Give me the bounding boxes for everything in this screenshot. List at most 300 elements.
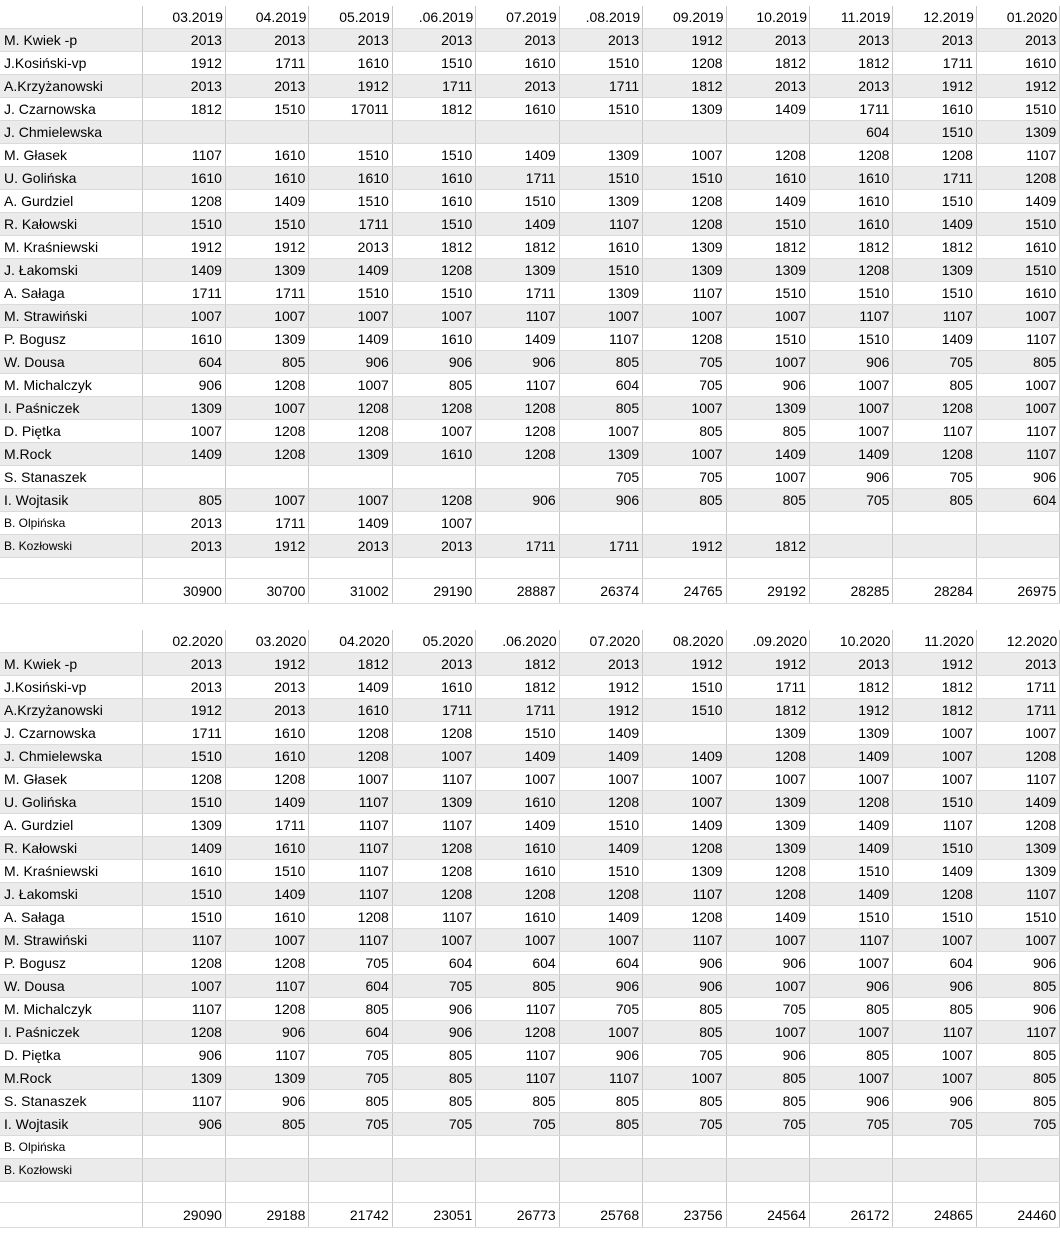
value-cell[interactable]: 1007 bbox=[392, 512, 475, 535]
value-cell[interactable] bbox=[810, 535, 893, 558]
employee-name-cell[interactable]: B. Kozłowski bbox=[0, 535, 142, 558]
value-cell[interactable]: 1107 bbox=[392, 814, 475, 837]
value-cell[interactable]: 1610 bbox=[893, 98, 976, 121]
value-cell[interactable]: 1409 bbox=[559, 745, 642, 768]
value-cell[interactable]: 705 bbox=[893, 351, 976, 374]
employee-name-cell[interactable]: J. Łakomski bbox=[0, 259, 142, 282]
value-cell[interactable] bbox=[225, 466, 308, 489]
month-header-cell[interactable]: .06.2020 bbox=[476, 630, 559, 653]
value-cell[interactable]: 1309 bbox=[142, 397, 225, 420]
value-cell[interactable]: 705 bbox=[309, 1067, 392, 1090]
value-cell[interactable]: 604 bbox=[309, 1021, 392, 1044]
value-cell[interactable]: 1007 bbox=[309, 768, 392, 791]
value-cell[interactable]: 1208 bbox=[225, 374, 308, 397]
value-cell[interactable]: 1409 bbox=[476, 814, 559, 837]
value-cell[interactable]: 1711 bbox=[976, 699, 1059, 722]
empty-cell[interactable] bbox=[559, 558, 642, 579]
value-cell[interactable]: 1309 bbox=[142, 1067, 225, 1090]
value-cell[interactable]: 1409 bbox=[976, 791, 1059, 814]
value-cell[interactable]: 1007 bbox=[142, 975, 225, 998]
value-cell[interactable] bbox=[559, 1136, 642, 1159]
value-cell[interactable]: 906 bbox=[810, 1090, 893, 1113]
value-cell[interactable]: 1208 bbox=[392, 722, 475, 745]
value-cell[interactable]: 1208 bbox=[559, 883, 642, 906]
value-cell[interactable] bbox=[392, 1136, 475, 1159]
value-cell[interactable]: 1208 bbox=[643, 52, 726, 75]
value-cell[interactable]: 705 bbox=[643, 1113, 726, 1136]
value-cell[interactable]: 1510 bbox=[726, 328, 809, 351]
value-cell[interactable]: 1510 bbox=[810, 906, 893, 929]
employee-name-cell[interactable]: I. Paśniczek bbox=[0, 397, 142, 420]
empty-cell[interactable] bbox=[142, 1182, 225, 1203]
value-cell[interactable]: 2013 bbox=[225, 75, 308, 98]
value-cell[interactable] bbox=[893, 512, 976, 535]
value-cell[interactable]: 805 bbox=[893, 998, 976, 1021]
value-cell[interactable]: 1409 bbox=[476, 328, 559, 351]
value-cell[interactable]: 1107 bbox=[976, 1021, 1059, 1044]
value-cell[interactable]: 1409 bbox=[309, 259, 392, 282]
value-cell[interactable]: 1510 bbox=[976, 213, 1059, 236]
value-cell[interactable]: 1309 bbox=[810, 722, 893, 745]
value-cell[interactable]: 805 bbox=[309, 998, 392, 1021]
value-cell[interactable]: 1510 bbox=[643, 699, 726, 722]
value-cell[interactable]: 604 bbox=[810, 121, 893, 144]
value-cell[interactable]: 1610 bbox=[976, 236, 1059, 259]
value-cell[interactable]: 1711 bbox=[726, 676, 809, 699]
employee-name-cell[interactable]: M. Strawiński bbox=[0, 929, 142, 952]
value-cell[interactable]: 1409 bbox=[142, 259, 225, 282]
value-cell[interactable]: 1107 bbox=[893, 1021, 976, 1044]
value-cell[interactable]: 1007 bbox=[893, 768, 976, 791]
month-header-cell[interactable]: 08.2020 bbox=[643, 630, 726, 653]
value-cell[interactable] bbox=[559, 1159, 642, 1182]
value-cell[interactable]: 1409 bbox=[810, 883, 893, 906]
value-cell[interactable] bbox=[142, 1136, 225, 1159]
value-cell[interactable]: 1510 bbox=[976, 259, 1059, 282]
value-cell[interactable]: 1711 bbox=[225, 814, 308, 837]
value-cell[interactable]: 1812 bbox=[392, 236, 475, 259]
month-header-cell[interactable]: .06.2019 bbox=[392, 6, 475, 29]
value-cell[interactable]: 1007 bbox=[726, 1021, 809, 1044]
value-cell[interactable]: 1208 bbox=[893, 883, 976, 906]
value-cell[interactable]: 1309 bbox=[976, 837, 1059, 860]
employee-name-cell[interactable]: A.Krzyżanowski bbox=[0, 75, 142, 98]
value-cell[interactable]: 1107 bbox=[309, 929, 392, 952]
value-cell[interactable]: 1510 bbox=[559, 167, 642, 190]
value-cell[interactable]: 2013 bbox=[309, 236, 392, 259]
value-cell[interactable]: 1007 bbox=[726, 305, 809, 328]
value-cell[interactable]: 1208 bbox=[225, 952, 308, 975]
value-cell[interactable]: 1912 bbox=[893, 75, 976, 98]
value-cell[interactable]: 1309 bbox=[726, 397, 809, 420]
value-cell[interactable]: 2013 bbox=[893, 29, 976, 52]
employee-name-cell[interactable]: S. Stanaszek bbox=[0, 466, 142, 489]
total-cell[interactable]: 28887 bbox=[476, 579, 559, 604]
value-cell[interactable]: 2013 bbox=[142, 512, 225, 535]
value-cell[interactable] bbox=[726, 1159, 809, 1182]
value-cell[interactable]: 604 bbox=[309, 975, 392, 998]
value-cell[interactable]: 1208 bbox=[392, 259, 475, 282]
value-cell[interactable]: 1510 bbox=[392, 144, 475, 167]
value-cell[interactable] bbox=[476, 121, 559, 144]
value-cell[interactable]: 1309 bbox=[726, 814, 809, 837]
value-cell[interactable] bbox=[142, 1159, 225, 1182]
employee-name-cell[interactable]: J. Chmielewska bbox=[0, 745, 142, 768]
value-cell[interactable]: 1711 bbox=[142, 722, 225, 745]
value-cell[interactable]: 1107 bbox=[643, 282, 726, 305]
value-cell[interactable]: 1208 bbox=[392, 489, 475, 512]
value-cell[interactable]: 1510 bbox=[643, 676, 726, 699]
value-cell[interactable]: 1107 bbox=[976, 328, 1059, 351]
value-cell[interactable]: 1610 bbox=[225, 167, 308, 190]
employee-name-cell[interactable]: W. Dousa bbox=[0, 351, 142, 374]
value-cell[interactable]: 1208 bbox=[225, 443, 308, 466]
value-cell[interactable]: 1107 bbox=[225, 975, 308, 998]
value-cell[interactable]: 1409 bbox=[810, 837, 893, 860]
value-cell[interactable]: 906 bbox=[309, 351, 392, 374]
value-cell[interactable]: 1912 bbox=[726, 653, 809, 676]
value-cell[interactable]: 1610 bbox=[392, 328, 475, 351]
value-cell[interactable]: 1208 bbox=[392, 883, 475, 906]
employee-name-cell[interactable]: R. Kałowski bbox=[0, 213, 142, 236]
employee-name-cell[interactable]: M. Kraśniewski bbox=[0, 860, 142, 883]
value-cell[interactable]: 1107 bbox=[142, 998, 225, 1021]
total-cell[interactable]: 23051 bbox=[392, 1203, 475, 1228]
value-cell[interactable]: 1309 bbox=[392, 791, 475, 814]
value-cell[interactable]: 1208 bbox=[810, 259, 893, 282]
value-cell[interactable]: 1409 bbox=[810, 443, 893, 466]
value-cell[interactable]: 1208 bbox=[392, 397, 475, 420]
value-cell[interactable]: 1007 bbox=[142, 305, 225, 328]
value-cell[interactable]: 1007 bbox=[309, 305, 392, 328]
value-cell[interactable]: 805 bbox=[810, 998, 893, 1021]
month-header-cell[interactable]: 04.2019 bbox=[225, 6, 308, 29]
value-cell[interactable]: 805 bbox=[726, 1067, 809, 1090]
value-cell[interactable]: 1107 bbox=[976, 144, 1059, 167]
value-cell[interactable]: 1409 bbox=[810, 745, 893, 768]
value-cell[interactable]: 906 bbox=[893, 975, 976, 998]
value-cell[interactable]: 1711 bbox=[559, 535, 642, 558]
total-cell[interactable]: 24564 bbox=[726, 1203, 809, 1228]
value-cell[interactable]: 705 bbox=[643, 1044, 726, 1067]
value-cell[interactable] bbox=[476, 466, 559, 489]
value-cell[interactable]: 2013 bbox=[810, 75, 893, 98]
value-cell[interactable]: 906 bbox=[392, 1021, 475, 1044]
empty-cell[interactable] bbox=[225, 1182, 308, 1203]
value-cell[interactable]: 1208 bbox=[643, 837, 726, 860]
value-cell[interactable]: 1409 bbox=[559, 906, 642, 929]
value-cell[interactable]: 1208 bbox=[893, 397, 976, 420]
value-cell[interactable]: 1610 bbox=[309, 699, 392, 722]
value-cell[interactable]: 1409 bbox=[726, 190, 809, 213]
value-cell[interactable]: 705 bbox=[643, 466, 726, 489]
value-cell[interactable]: 2013 bbox=[142, 29, 225, 52]
value-cell[interactable]: 2013 bbox=[726, 29, 809, 52]
value-cell[interactable]: 1107 bbox=[309, 883, 392, 906]
value-cell[interactable]: 1208 bbox=[142, 768, 225, 791]
value-cell[interactable]: 1812 bbox=[392, 98, 475, 121]
value-cell[interactable]: 1107 bbox=[893, 420, 976, 443]
employee-name-cell[interactable]: U. Golińska bbox=[0, 791, 142, 814]
value-cell[interactable]: 1510 bbox=[309, 190, 392, 213]
value-cell[interactable]: 1812 bbox=[142, 98, 225, 121]
value-cell[interactable]: 1711 bbox=[225, 512, 308, 535]
value-cell[interactable]: 1107 bbox=[976, 443, 1059, 466]
value-cell[interactable]: 1510 bbox=[976, 906, 1059, 929]
value-cell[interactable]: 2013 bbox=[309, 535, 392, 558]
value-cell[interactable]: 705 bbox=[643, 351, 726, 374]
value-cell[interactable]: 805 bbox=[976, 975, 1059, 998]
empty-cell[interactable] bbox=[309, 1182, 392, 1203]
employee-name-cell[interactable]: A.Krzyżanowski bbox=[0, 699, 142, 722]
value-cell[interactable]: 1208 bbox=[643, 906, 726, 929]
value-cell[interactable]: 1007 bbox=[643, 768, 726, 791]
employee-name-cell[interactable]: M. Głasek bbox=[0, 768, 142, 791]
value-cell[interactable] bbox=[392, 466, 475, 489]
value-cell[interactable]: 705 bbox=[726, 998, 809, 1021]
value-cell[interactable]: 906 bbox=[643, 952, 726, 975]
empty-cell[interactable] bbox=[976, 558, 1059, 579]
value-cell[interactable] bbox=[392, 1159, 475, 1182]
value-cell[interactable]: 1409 bbox=[309, 676, 392, 699]
month-header-cell[interactable]: 04.2020 bbox=[309, 630, 392, 653]
value-cell[interactable]: 1610 bbox=[476, 860, 559, 883]
total-cell[interactable]: 31002 bbox=[309, 579, 392, 604]
month-header-cell[interactable]: 01.2020 bbox=[976, 6, 1059, 29]
empty-cell[interactable] bbox=[643, 558, 726, 579]
value-cell[interactable]: 1208 bbox=[142, 1021, 225, 1044]
value-cell[interactable]: 1208 bbox=[476, 1021, 559, 1044]
employee-name-cell[interactable]: M. Strawiński bbox=[0, 305, 142, 328]
value-cell[interactable]: 1912 bbox=[893, 653, 976, 676]
value-cell[interactable]: 805 bbox=[392, 1067, 475, 1090]
value-cell[interactable]: 1510 bbox=[309, 144, 392, 167]
value-cell[interactable]: 1510 bbox=[643, 167, 726, 190]
employee-name-cell[interactable]: M. Kwiek -p bbox=[0, 29, 142, 52]
value-cell[interactable]: 1711 bbox=[976, 676, 1059, 699]
value-cell[interactable]: 1610 bbox=[476, 837, 559, 860]
value-cell[interactable]: 1208 bbox=[643, 213, 726, 236]
value-cell[interactable]: 1007 bbox=[976, 397, 1059, 420]
value-cell[interactable]: 1007 bbox=[810, 952, 893, 975]
value-cell[interactable]: 1610 bbox=[976, 52, 1059, 75]
value-cell[interactable]: 1510 bbox=[142, 213, 225, 236]
employee-name-cell[interactable]: D. Piętka bbox=[0, 420, 142, 443]
value-cell[interactable]: 705 bbox=[476, 1113, 559, 1136]
value-cell[interactable] bbox=[976, 1136, 1059, 1159]
value-cell[interactable]: 1409 bbox=[225, 883, 308, 906]
value-cell[interactable]: 705 bbox=[309, 1044, 392, 1067]
value-cell[interactable]: 1912 bbox=[142, 236, 225, 259]
total-cell[interactable]: 29190 bbox=[392, 579, 475, 604]
value-cell[interactable]: 1510 bbox=[893, 282, 976, 305]
value-cell[interactable]: 705 bbox=[643, 374, 726, 397]
value-cell[interactable]: 1007 bbox=[726, 351, 809, 374]
value-cell[interactable]: 1309 bbox=[225, 328, 308, 351]
value-cell[interactable]: 1208 bbox=[726, 745, 809, 768]
value-cell[interactable]: 906 bbox=[142, 374, 225, 397]
value-cell[interactable]: 1107 bbox=[476, 374, 559, 397]
value-cell[interactable]: 705 bbox=[559, 466, 642, 489]
total-cell[interactable]: 26374 bbox=[559, 579, 642, 604]
value-cell[interactable]: 1409 bbox=[643, 745, 726, 768]
employee-name-cell[interactable]: S. Stanaszek bbox=[0, 1090, 142, 1113]
value-cell[interactable]: 1007 bbox=[893, 929, 976, 952]
value-cell[interactable]: 1812 bbox=[309, 653, 392, 676]
value-cell[interactable]: 1208 bbox=[142, 190, 225, 213]
value-cell[interactable]: 1107 bbox=[476, 305, 559, 328]
value-cell[interactable] bbox=[643, 1136, 726, 1159]
value-cell[interactable]: 1610 bbox=[476, 906, 559, 929]
value-cell[interactable]: 1309 bbox=[559, 144, 642, 167]
value-cell[interactable]: 1107 bbox=[309, 837, 392, 860]
value-cell[interactable]: 805 bbox=[643, 998, 726, 1021]
value-cell[interactable]: 1812 bbox=[893, 236, 976, 259]
total-cell[interactable]: 26975 bbox=[976, 579, 1059, 604]
value-cell[interactable]: 1409 bbox=[893, 213, 976, 236]
value-cell[interactable]: 1711 bbox=[559, 75, 642, 98]
value-cell[interactable] bbox=[726, 121, 809, 144]
value-cell[interactable]: 705 bbox=[810, 489, 893, 512]
value-cell[interactable]: 906 bbox=[476, 489, 559, 512]
value-cell[interactable]: 1107 bbox=[142, 144, 225, 167]
value-cell[interactable] bbox=[476, 512, 559, 535]
value-cell[interactable]: 1912 bbox=[225, 236, 308, 259]
employee-name-cell[interactable]: B. Kozłowski bbox=[0, 1159, 142, 1182]
value-cell[interactable]: 1812 bbox=[893, 676, 976, 699]
value-cell[interactable]: 1409 bbox=[142, 443, 225, 466]
value-cell[interactable]: 1912 bbox=[142, 52, 225, 75]
value-cell[interactable]: 1309 bbox=[643, 98, 726, 121]
value-cell[interactable] bbox=[810, 512, 893, 535]
value-cell[interactable]: 1107 bbox=[810, 929, 893, 952]
value-cell[interactable]: 1510 bbox=[976, 98, 1059, 121]
value-cell[interactable]: 805 bbox=[726, 420, 809, 443]
value-cell[interactable]: 1007 bbox=[225, 305, 308, 328]
value-cell[interactable]: 1610 bbox=[392, 167, 475, 190]
value-cell[interactable]: 805 bbox=[392, 1090, 475, 1113]
value-cell[interactable] bbox=[810, 1159, 893, 1182]
value-cell[interactable]: 1510 bbox=[893, 190, 976, 213]
value-cell[interactable]: 1409 bbox=[559, 722, 642, 745]
value-cell[interactable]: 805 bbox=[392, 1044, 475, 1067]
value-cell[interactable]: 1812 bbox=[476, 236, 559, 259]
employee-name-cell[interactable]: J. Chmielewska bbox=[0, 121, 142, 144]
empty-cell[interactable] bbox=[476, 558, 559, 579]
value-cell[interactable]: 1912 bbox=[643, 653, 726, 676]
empty-cell[interactable] bbox=[0, 558, 142, 579]
value-cell[interactable]: 2013 bbox=[142, 653, 225, 676]
value-cell[interactable]: 1107 bbox=[810, 305, 893, 328]
value-cell[interactable]: 1107 bbox=[476, 998, 559, 1021]
value-cell[interactable]: 805 bbox=[893, 374, 976, 397]
value-cell[interactable]: 2013 bbox=[476, 75, 559, 98]
value-cell[interactable]: 1711 bbox=[225, 52, 308, 75]
value-cell[interactable] bbox=[476, 1159, 559, 1182]
employee-name-cell[interactable]: P. Bogusz bbox=[0, 952, 142, 975]
value-cell[interactable]: 1007 bbox=[810, 397, 893, 420]
value-cell[interactable]: 1208 bbox=[893, 144, 976, 167]
employee-name-cell[interactable]: A. Sałaga bbox=[0, 906, 142, 929]
value-cell[interactable]: 1510 bbox=[893, 791, 976, 814]
value-cell[interactable]: 1812 bbox=[810, 52, 893, 75]
value-cell[interactable]: 906 bbox=[225, 1090, 308, 1113]
employee-name-cell[interactable]: R. Kałowski bbox=[0, 837, 142, 860]
value-cell[interactable]: 805 bbox=[643, 1090, 726, 1113]
value-cell[interactable]: 1510 bbox=[392, 213, 475, 236]
value-cell[interactable]: 1510 bbox=[225, 860, 308, 883]
value-cell[interactable]: 705 bbox=[309, 1113, 392, 1136]
total-cell[interactable]: 29188 bbox=[225, 1203, 308, 1228]
value-cell[interactable]: 1409 bbox=[810, 814, 893, 837]
value-cell[interactable]: 1007 bbox=[559, 768, 642, 791]
value-cell[interactable]: 1912 bbox=[559, 699, 642, 722]
value-cell[interactable]: 1912 bbox=[643, 29, 726, 52]
total-cell[interactable]: 25768 bbox=[559, 1203, 642, 1228]
value-cell[interactable]: 1007 bbox=[309, 489, 392, 512]
month-header-cell[interactable]: 05.2019 bbox=[309, 6, 392, 29]
value-cell[interactable]: 906 bbox=[476, 351, 559, 374]
value-cell[interactable]: 1309 bbox=[976, 860, 1059, 883]
value-cell[interactable]: 1007 bbox=[476, 768, 559, 791]
value-cell[interactable]: 1912 bbox=[309, 75, 392, 98]
value-cell[interactable]: 906 bbox=[643, 975, 726, 998]
value-cell[interactable]: 1007 bbox=[476, 929, 559, 952]
value-cell[interactable]: 805 bbox=[810, 1044, 893, 1067]
value-cell[interactable]: 1610 bbox=[559, 236, 642, 259]
value-cell[interactable]: 1007 bbox=[559, 929, 642, 952]
value-cell[interactable]: 1510 bbox=[142, 745, 225, 768]
value-cell[interactable]: 1711 bbox=[893, 52, 976, 75]
value-cell[interactable]: 805 bbox=[309, 1090, 392, 1113]
value-cell[interactable]: 1107 bbox=[309, 814, 392, 837]
total-cell[interactable]: 24865 bbox=[893, 1203, 976, 1228]
value-cell[interactable]: 1409 bbox=[142, 837, 225, 860]
value-cell[interactable] bbox=[559, 121, 642, 144]
value-cell[interactable]: 1007 bbox=[726, 929, 809, 952]
value-cell[interactable]: 1208 bbox=[225, 420, 308, 443]
value-cell[interactable]: 1510 bbox=[392, 52, 475, 75]
value-cell[interactable]: 604 bbox=[559, 374, 642, 397]
employee-name-cell[interactable]: J. Czarnowska bbox=[0, 722, 142, 745]
value-cell[interactable]: 1510 bbox=[476, 722, 559, 745]
value-cell[interactable]: 1309 bbox=[726, 791, 809, 814]
value-cell[interactable]: 1711 bbox=[309, 213, 392, 236]
value-cell[interactable]: 1711 bbox=[142, 282, 225, 305]
value-cell[interactable]: 1007 bbox=[726, 768, 809, 791]
value-cell[interactable]: 1107 bbox=[392, 906, 475, 929]
employee-name-cell[interactable]: M. Michalczyk bbox=[0, 998, 142, 1021]
value-cell[interactable]: 1107 bbox=[392, 768, 475, 791]
value-cell[interactable]: 805 bbox=[976, 1090, 1059, 1113]
value-cell[interactable]: 1812 bbox=[726, 699, 809, 722]
value-cell[interactable]: 1007 bbox=[643, 1067, 726, 1090]
value-cell[interactable]: 1711 bbox=[476, 167, 559, 190]
value-cell[interactable]: 2013 bbox=[142, 535, 225, 558]
value-cell[interactable]: 1107 bbox=[559, 213, 642, 236]
value-cell[interactable]: 705 bbox=[976, 1113, 1059, 1136]
value-cell[interactable]: 1912 bbox=[225, 535, 308, 558]
value-cell[interactable]: 1610 bbox=[726, 167, 809, 190]
empty-cell[interactable] bbox=[976, 1182, 1059, 1203]
value-cell[interactable] bbox=[726, 1136, 809, 1159]
value-cell[interactable] bbox=[893, 535, 976, 558]
value-cell[interactable]: 1107 bbox=[976, 768, 1059, 791]
value-cell[interactable]: 1208 bbox=[976, 814, 1059, 837]
value-cell[interactable] bbox=[225, 1136, 308, 1159]
value-cell[interactable]: 1912 bbox=[142, 699, 225, 722]
value-cell[interactable]: 1510 bbox=[392, 282, 475, 305]
